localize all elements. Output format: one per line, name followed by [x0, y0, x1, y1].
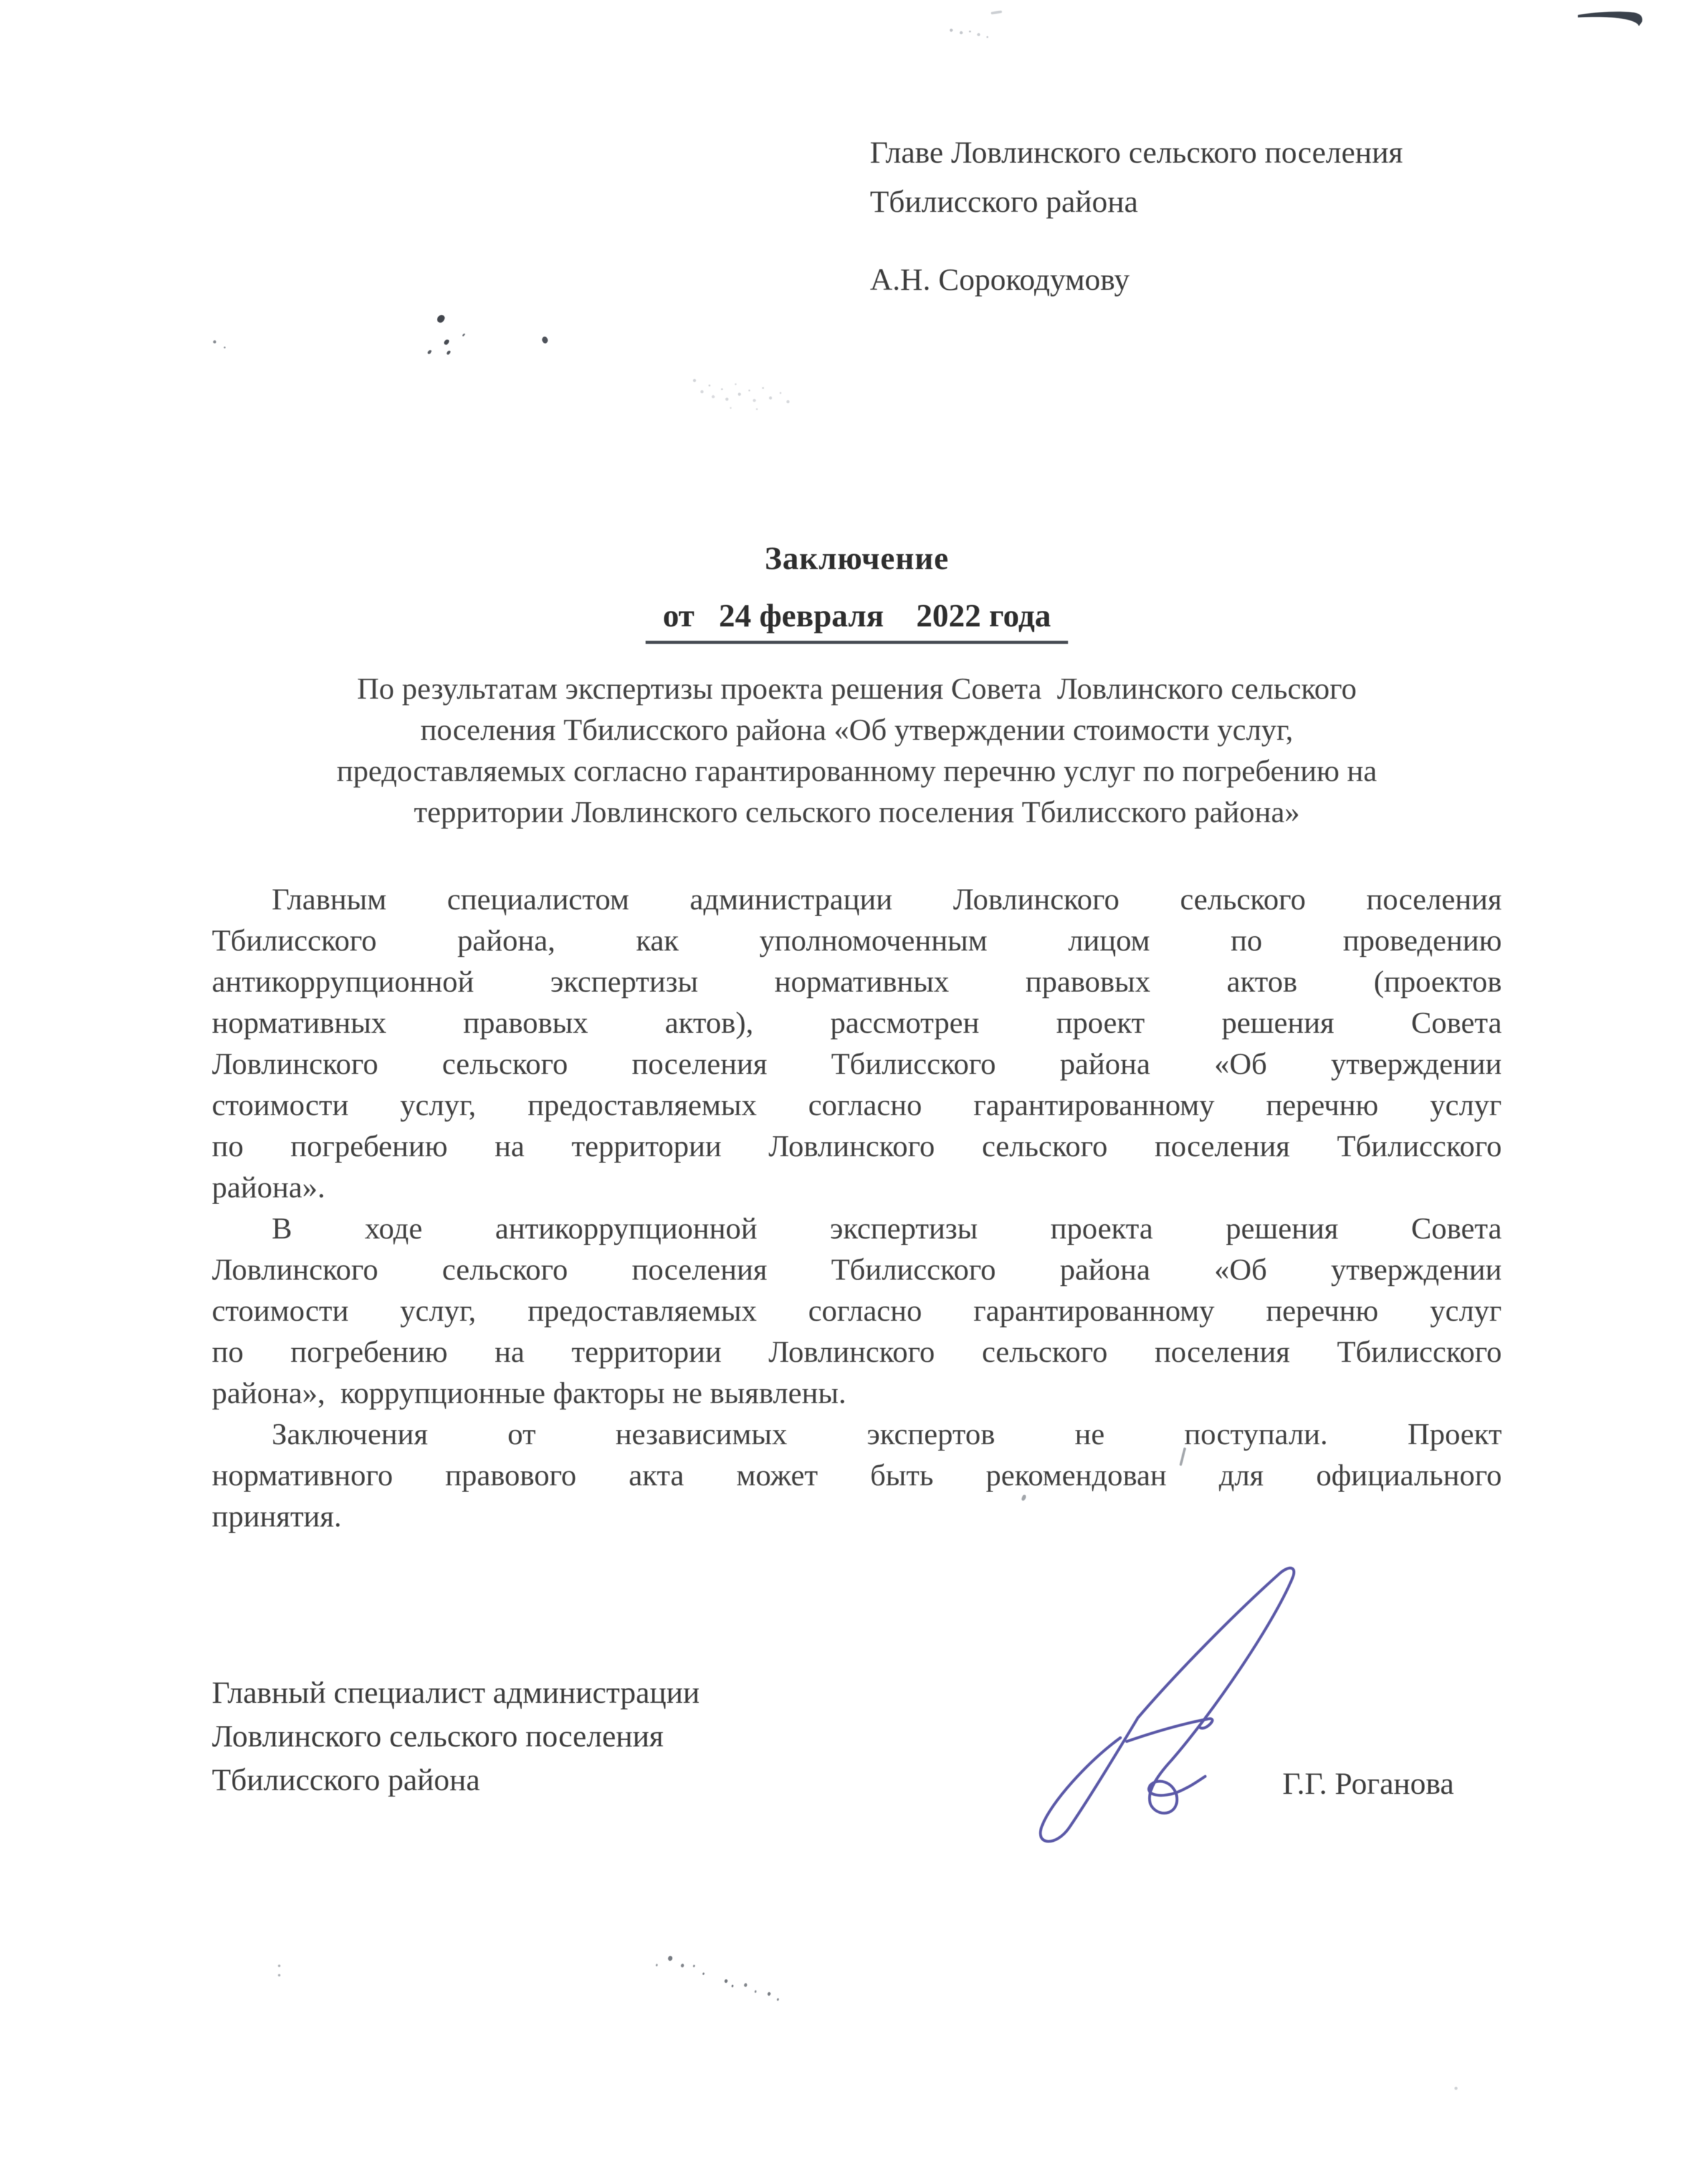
text-line: Заключения от независимых экспертов не поступали. Проект — [272, 1417, 1502, 1451]
signer-name: Г.Г. Роганова — [1282, 1766, 1454, 1801]
text-line: района», коррупционные факторы не выявлены. — [212, 1376, 846, 1410]
scan-corner-mark — [1577, 9, 1646, 27]
signer-position-block — [212, 1670, 960, 1801]
scan-speck — [436, 314, 446, 323]
body-text — [212, 879, 1502, 1537]
scan-smudge — [693, 379, 696, 382]
document-title: Заключение — [765, 541, 949, 577]
scan-speck — [278, 1965, 280, 1967]
document-date: от 24 февраля 2022 года — [646, 597, 1069, 644]
text-line: Главным специалистом администрации Ловлинского сельского поселения — [272, 882, 1502, 916]
scan-speck — [950, 29, 953, 32]
signer-position-line: Тбилисского района — [212, 1762, 480, 1797]
signer-position-line: Ловлинского сельского поселения — [212, 1718, 664, 1753]
handwritten-signature — [1028, 1549, 1321, 1849]
text-line: Ловлинского сельского поселения Тбилисского района «Об утверждении — [212, 1046, 1502, 1081]
text-line: антикоррупционной экспертизы нормативных правовых актов (проектов — [212, 964, 1502, 999]
text-line: стоимости услуг, предоставляемых согласно гарантированному перечню услуг — [212, 1088, 1502, 1122]
scan-speck — [1454, 2087, 1458, 2090]
scan-speck — [542, 336, 549, 344]
text-line: по погребению на территории Ловлинского сельского поселения Тбилисского — [212, 1334, 1502, 1369]
scan-speck — [213, 340, 216, 343]
document-title-block — [212, 540, 1502, 644]
scan-speck — [991, 11, 1002, 14]
text-line: предоставляемых согласно гарантированному перечню услуг по погребению на — [337, 754, 1377, 788]
text-line: принятия. — [212, 1499, 342, 1533]
text-line: В ходе антикоррупционной экспертизы проекта решения Совета — [272, 1211, 1502, 1245]
text-line: нормативных правовых актов), рассмотрен проект решения Совета — [212, 1005, 1502, 1040]
recipient-line: Главе Ловлинского сельского поселения — [870, 135, 1403, 170]
text-line: Тбилисского района, как уполномоченным лицом по проведению — [212, 923, 1502, 957]
recipient-block — [870, 128, 1530, 304]
text-line: района». — [212, 1170, 325, 1204]
intro-paragraph — [193, 668, 1521, 833]
recipient-line: Тбилисского района — [870, 184, 1139, 219]
text-line: поселения Тбилисского района «Об утверждении стоимости услуг, — [420, 712, 1294, 747]
scan-smudge — [667, 1955, 673, 1961]
text-line: территории Ловлинского сельского поселения Тбилисского района» — [414, 795, 1300, 829]
text-line: стоимости услуг, предоставляемых согласно гарантированному перечню услуг — [212, 1293, 1502, 1328]
text-line: Ловлинского сельского поселения Тбилисского района «Об утверждении — [212, 1252, 1502, 1286]
text-line: По результатам экспертизы проекта решения Совета Ловлинского сельского — [356, 671, 1357, 706]
text-line: нормативного правового акта может быть рекомендован для официального — [212, 1458, 1502, 1492]
signer-position-line: Главный специалист администрации — [212, 1675, 700, 1710]
text-line: по погребению на территории Ловлинского сельского поселения Тбилисского — [212, 1129, 1502, 1163]
recipient-name: А.Н. Сорокодумову — [870, 262, 1130, 297]
